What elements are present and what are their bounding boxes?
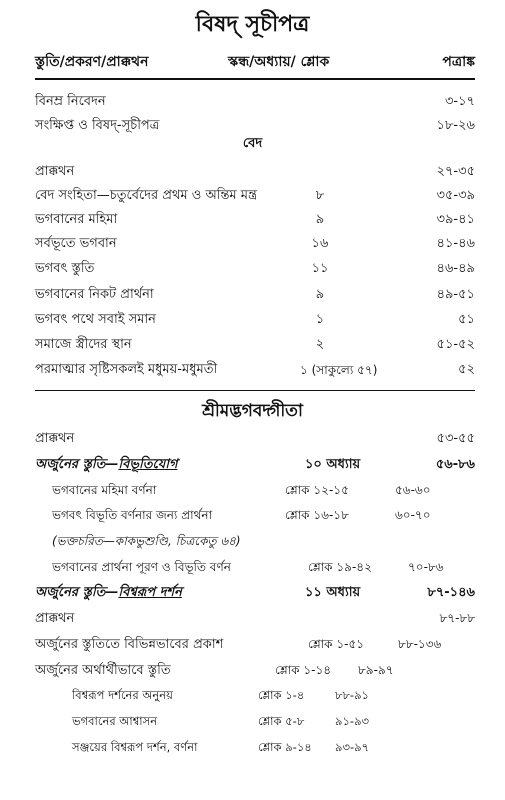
- chapter-title-name: বিশ্বরূপ দর্শন: [118, 585, 182, 600]
- toc-subentry-ref: শ্লোক ১৬-১৮: [285, 508, 349, 522]
- toc-subentry-title: ভগবানের প্রার্থনা পূরণ ও বিভূতি বর্ণন: [52, 560, 231, 574]
- toc-entry-title: সর্বভূতে ভগবান: [35, 236, 117, 251]
- toc-entry-title: প্রাক্কথন: [35, 164, 75, 179]
- toc-entry-page: ১৮-২৬: [436, 118, 475, 133]
- section-heading-veda: বেদ: [242, 136, 263, 151]
- toc-entry-title: বিনম্র নিবেদন: [35, 94, 106, 109]
- toc-subentry-ref: শ্লোক ১২-১৫: [285, 483, 349, 497]
- toc-subentry-ref: শ্লোক ৫-৮: [258, 714, 305, 728]
- toc-note: (ভক্তচরিত—কাকভুশুণ্ডি, চিত্রকেতু ৬৪): [52, 534, 241, 548]
- toc-subentry-ref: শ্লোক ১-৪: [258, 688, 305, 702]
- section-rule: [35, 390, 475, 391]
- column-header-page: পত্রাঙ্ক: [442, 54, 475, 70]
- toc-subentry-title: সঞ্জয়ের বিশ্বরূপ দর্শন, বর্ণনা: [72, 740, 198, 754]
- toc-entry-ref: ১১: [311, 261, 329, 276]
- toc-entry-page: ৫২: [458, 362, 475, 377]
- toc-entry-page: ৩-১৭: [444, 94, 475, 109]
- chapter-title: [35, 458, 178, 471]
- toc-subentry-page: ৮৮-৯১: [335, 688, 369, 702]
- chapter-ref: ১০ অধ্যায়: [305, 457, 361, 472]
- toc-entry-title: ভগবৎ পথে সবাই সমান: [35, 312, 156, 327]
- toc-entry-title: ভগবানের মহিমা: [35, 212, 118, 227]
- toc-subentry-ref: শ্লোক ৯-১৪: [258, 740, 312, 754]
- chapter-page: ৮৭-১৪৬: [427, 585, 475, 600]
- toc-entry-page: ৪৯-৫১: [436, 287, 475, 302]
- toc-entry-ref: ১ (সাকুল্যে ৫৭): [300, 363, 378, 377]
- toc-subentry-page: ৯৩-৯৭: [335, 740, 370, 754]
- toc-entry-ref: ৯: [315, 212, 325, 227]
- page-title: বিষদ্ সূচীপত্র: [195, 12, 310, 37]
- toc-entry-title: অর্জুনের স্তুতিতে বিভিন্নভাবের প্রকাশ: [35, 637, 224, 652]
- toc-entry-ref: শ্লোক ১-৫১: [308, 637, 365, 651]
- toc-entry-title: সংক্ষিপ্ত ও বিষদ্-সূচীপত্র: [35, 118, 160, 133]
- toc-entry-title: সমাজে স্ত্রীদের স্থান: [35, 337, 132, 352]
- toc-subentry-page: ৭০-৮৬: [408, 560, 444, 574]
- chapter-title: [35, 586, 182, 599]
- chapter-page: ৫৬-৮৬: [435, 457, 475, 472]
- section-heading-gita: শ্রীমদ্ভগবদ্গীতা: [202, 401, 303, 421]
- header-rule: [35, 78, 475, 80]
- toc-subentry-title: ভগবৎ বিভূতি বর্ণনার জন্য প্রার্থনা: [52, 508, 213, 522]
- chapter-title-prefix: অর্জুনের স্তুতি—: [35, 457, 119, 472]
- column-header-topic: স্তুতি/প্রকরণ/প্রাক্কথন: [35, 54, 149, 70]
- toc-entry-title: পরমাত্মার সৃষ্টিসকলই মধুময়-মধুমতী: [35, 362, 218, 377]
- toc-entry-title: প্রাক্কথন: [35, 431, 75, 446]
- toc-entry-ref: ১: [315, 312, 325, 327]
- toc-subentry-page: ৫৬-৬০: [395, 483, 431, 497]
- toc-entry-page: ৮৭-৮৮: [439, 611, 475, 625]
- toc-entry-page: ৮৯-৯৭: [358, 663, 394, 677]
- toc-entry-page: ৫১-৫২: [436, 337, 475, 352]
- toc-entry-ref: ৯: [315, 287, 325, 302]
- toc-entry-page: ২৭-৩৫: [436, 164, 475, 179]
- toc-entry-ref: শ্লোক ১-১৪: [275, 663, 332, 677]
- toc-entry-title: ভগবৎ স্তুতি: [35, 261, 95, 276]
- toc-subentry-page: ৬০-৭০: [395, 508, 431, 522]
- toc-entry-page: ৩৫-৩৯: [436, 188, 475, 203]
- toc-entry-title: বেদ সংহিতা—চতুর্বেদের প্রথম ও অন্তিম মন্ত্র: [35, 188, 258, 203]
- toc-entry-ref: ৮: [315, 188, 325, 203]
- toc-entry-page: ৩৯-৪১: [436, 212, 475, 227]
- toc-entry-page: ৫৩-৫৫: [436, 431, 475, 446]
- toc-entry-page: ৫১: [458, 312, 475, 327]
- column-header-ref: স্কন্ধ/অধ্যায়/ শ্লোক: [228, 54, 330, 70]
- toc-entry-title: অর্জুনের অর্থার্থীভাবে স্তুতি: [35, 663, 171, 678]
- toc-entry-page: ৪১-৪৬: [436, 236, 475, 251]
- toc-subentry-page: ৯১-৯৩: [335, 714, 370, 728]
- chapter-ref: ১১ অধ্যায়: [305, 585, 361, 600]
- toc-subentry-title: ভগবানের আশ্বাসন: [72, 714, 158, 728]
- toc-entry-title: ভগবানের নিকট প্রার্থনা: [35, 287, 154, 302]
- chapter-title-prefix: অর্জুনের স্তুতি—: [35, 585, 119, 600]
- toc-entry-ref: ২: [315, 337, 325, 352]
- toc-entry-page: ৪৬-৪৯: [436, 261, 475, 276]
- toc-subentry-title: বিশ্বরূপ দর্শনের অনুনয়: [72, 688, 173, 702]
- toc-entry-page: ৮৮-১৩৬: [398, 637, 442, 651]
- toc-subentry-title: ভগবানের মহিমা বর্ণনা: [52, 483, 157, 497]
- chapter-title-name: বিভূতিযোগ: [118, 457, 178, 472]
- toc-entry-ref: ১৬: [311, 236, 329, 251]
- toc-entry-title: প্রাক্কথন: [35, 611, 75, 626]
- toc-subentry-ref: শ্লোক ১৯-৪২: [308, 560, 372, 574]
